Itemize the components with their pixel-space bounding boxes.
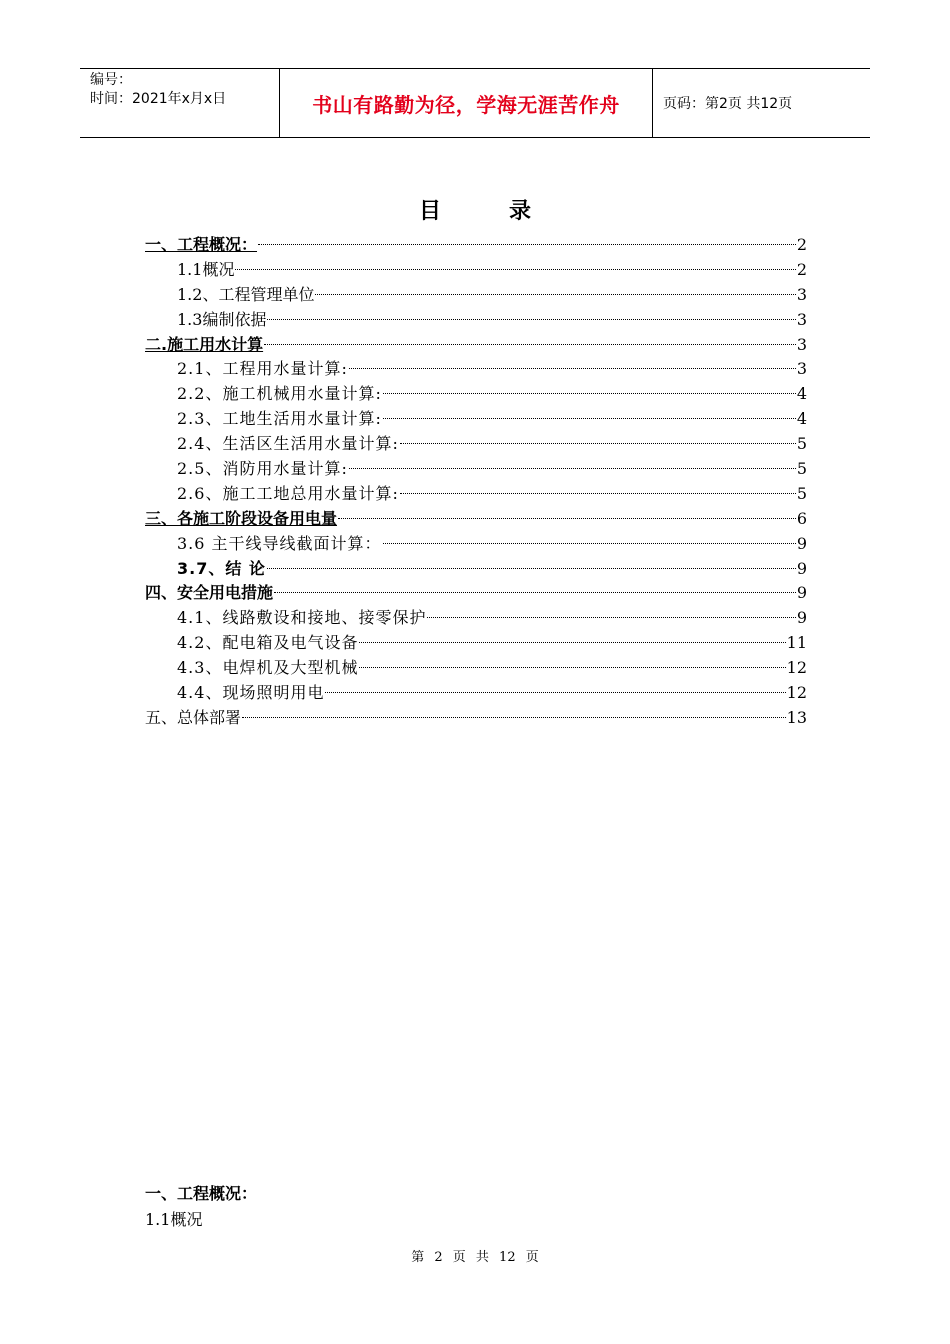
toc-entry[interactable] [145, 283, 807, 308]
toc-entry[interactable] [145, 432, 807, 457]
toc-entry[interactable] [145, 606, 807, 631]
toc-leader [267, 568, 796, 569]
toc-entry-label: 3.7、结 论 [177, 558, 266, 578]
toc-entry-label: 三、各施工阶段设备用电量 [145, 508, 338, 528]
toc-entry-page: 3 [796, 334, 807, 354]
toc-leader [383, 393, 796, 394]
toc-leader [359, 642, 785, 643]
toc-entry-label: 2.2、施工机械用水量计算: [177, 384, 382, 404]
toc-entry-label: 2.3、工地生活用水量计算: [177, 409, 382, 429]
toc-entry-page: 13 [786, 707, 807, 727]
toc-entry[interactable] [145, 656, 807, 681]
toc-leader [325, 692, 785, 693]
toc-entry[interactable] [145, 557, 807, 582]
toc-entry[interactable] [145, 382, 807, 407]
toc-entry-label: 4.3、电焊机及大型机械 [177, 658, 359, 678]
toc-entry-label: 1.1概况 [177, 259, 235, 279]
toc-leader [349, 368, 796, 369]
toc-entry-label: 一、工程概况： [145, 235, 258, 254]
header-meta [80, 69, 280, 137]
toc-leader [383, 543, 796, 544]
toc-entry-page: 2 [796, 235, 807, 254]
section-heading: 一、工程概况： [145, 1184, 258, 1203]
toc-leader [427, 617, 795, 618]
header-number: 编号： [90, 72, 132, 88]
toc-entry-page: 5 [796, 434, 807, 454]
toc-entry-page: 3 [796, 359, 807, 379]
page-header [80, 68, 870, 138]
toc-entry-page: 5 [796, 483, 807, 503]
toc-entry-page: 9 [796, 558, 807, 578]
toc-entry-label: 四、安全用电措施 [145, 583, 274, 603]
toc-entry[interactable] [145, 631, 807, 656]
toc-leader [274, 592, 796, 593]
header-motto: 书山有路勤为径，学海无涯苦作舟 [280, 69, 653, 137]
toc-leader [400, 493, 796, 494]
toc-entry[interactable] [145, 581, 807, 606]
toc-entry-label: 1.3编制依据 [177, 309, 267, 329]
toc-leader [258, 244, 796, 245]
toc-entry[interactable] [145, 706, 807, 731]
toc-entry-label: 2.1、工程用水量计算: [177, 359, 348, 379]
toc-entry-page: 11 [786, 633, 807, 653]
toc-entry-label: 五、总体部署 [145, 707, 242, 727]
toc-leader [383, 418, 796, 419]
toc-entry-label: 4.4、现场照明用电 [177, 683, 325, 703]
toc-leader [338, 518, 796, 519]
toc-entry[interactable] [145, 357, 807, 382]
toc-entry-page: 9 [796, 608, 807, 628]
toc-entry-page: 12 [786, 683, 807, 703]
toc-leader [315, 294, 795, 295]
toc-entry[interactable] [145, 482, 807, 507]
page-footer: 第 2 页 共 12 页 [411, 1250, 539, 1265]
toc-entry-page: 12 [786, 658, 807, 678]
table-of-contents [145, 233, 807, 731]
header-page-info: 页码：第2页 共12页 [663, 96, 793, 112]
toc-entry-page: 3 [796, 309, 807, 329]
toc-entry-label: 3.6 主干线导线截面计算： [177, 533, 382, 553]
toc-entry[interactable] [145, 258, 807, 283]
toc-leader [400, 443, 796, 444]
toc-leader [359, 667, 785, 668]
toc-entry-page: 2 [796, 259, 807, 279]
toc-entry-label: 2.6、施工工地总用水量计算: [177, 483, 399, 503]
toc-leader [235, 269, 795, 270]
toc-entry[interactable] [145, 532, 807, 557]
toc-leader [267, 319, 795, 320]
toc-entry[interactable] [145, 308, 807, 333]
toc-entry[interactable] [145, 333, 807, 358]
toc-entry-label: 2.5、消防用水量计算: [177, 459, 348, 479]
toc-leader [349, 468, 796, 469]
toc-entry-label: 1.2、工程管理单位 [177, 284, 315, 304]
toc-entry-page: 6 [796, 508, 807, 528]
toc-entry-label: 4.1、线路敷设和接地、接零保护 [177, 608, 427, 628]
subsection-heading: 1.1概况 [145, 1210, 203, 1229]
toc-title: 目录 [418, 199, 599, 224]
toc-entry-page: 9 [796, 533, 807, 553]
toc-leader [242, 717, 786, 718]
toc-entry-label: 4.2、配电箱及电气设备 [177, 633, 359, 653]
toc-entry[interactable] [145, 407, 807, 432]
toc-entry[interactable] [145, 457, 807, 482]
toc-entry[interactable] [145, 233, 807, 258]
toc-entry[interactable] [145, 681, 807, 706]
toc-entry-label: 二.施工用水计算 [145, 334, 264, 354]
toc-entry-page: 4 [796, 384, 807, 404]
toc-leader [264, 344, 796, 345]
toc-entry-page: 9 [796, 583, 807, 603]
toc-entry[interactable] [145, 507, 807, 532]
header-time: 时间：2021年x月x日 [90, 91, 227, 107]
toc-entry-page: 5 [796, 459, 807, 479]
toc-entry-page: 3 [796, 284, 807, 304]
toc-entry-page: 4 [796, 409, 807, 429]
toc-entry-label: 2.4、生活区生活用水量计算: [177, 434, 399, 454]
